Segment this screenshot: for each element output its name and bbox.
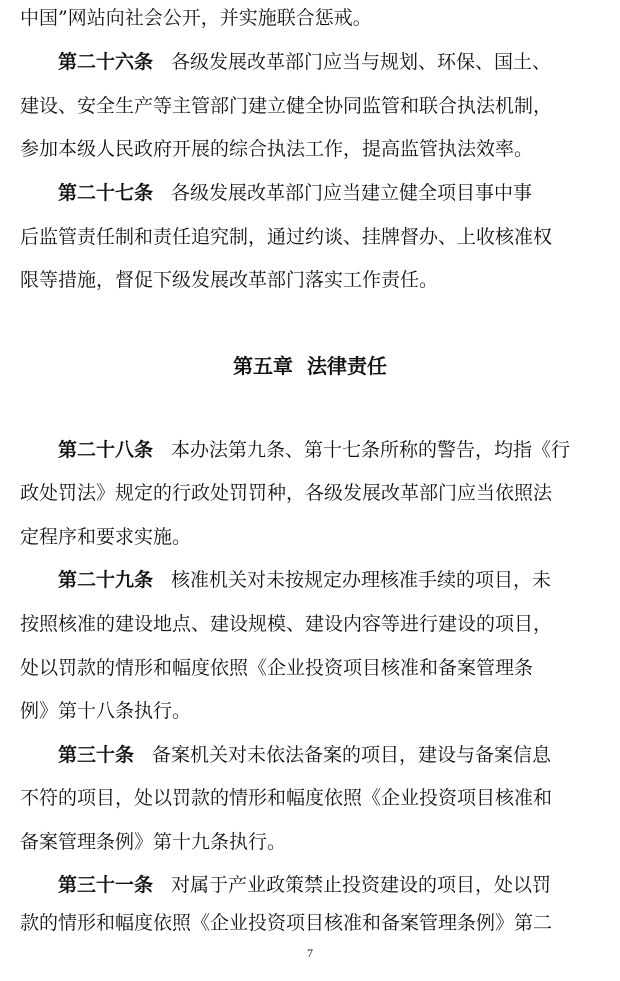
article-26-first-line xyxy=(58,50,600,74)
text-line: 款的情形和幅度依照《企业投资项目核准和备案管理条例》第二 xyxy=(20,912,553,934)
article-28-text: 本办法第九条、第十七条所称的警告，均指《行 xyxy=(171,439,571,461)
article-30-number: 第三十条 xyxy=(58,744,135,766)
article-27-text: 各级发展改革部门应当建立健全项目事中事 xyxy=(171,182,533,204)
chapter-title: 法律责任 xyxy=(307,354,387,378)
article-30-first-line xyxy=(58,743,600,767)
chapter-heading xyxy=(0,353,620,379)
text-line: 按照核准的建设地点、建设规模、建设内容等进行建设的项目， xyxy=(20,613,553,635)
text-line: 备案管理条例》第十九条执行。 xyxy=(20,831,287,853)
text-line: 不符的项目，处以罚款的情形和幅度依照《企业投资项目核准和 xyxy=(20,787,553,809)
text-line: 定程序和要求实施。 xyxy=(20,526,192,548)
chapter-number: 第五章 xyxy=(233,354,293,378)
article-30-text: 备案机关对未依法备案的项目，建设与备案信息 xyxy=(152,744,552,766)
text-line: 例》第十八条执行。 xyxy=(20,700,192,722)
text-line: 限等措施，督促下级发展改革部门落实工作责任。 xyxy=(20,269,439,291)
article-27-first-line xyxy=(58,181,600,205)
article-31-text: 对属于产业政策禁止投资建设的项目，处以罚 xyxy=(171,874,552,896)
page-number: 7 xyxy=(307,946,313,960)
text-line: 建设、安全生产等主管部门建立健全协同监管和联合执法机制， xyxy=(20,95,553,117)
article-28-first-line xyxy=(58,438,600,462)
article-28-number: 第二十八条 xyxy=(58,439,154,461)
article-31-number: 第三十一条 xyxy=(58,874,154,896)
article-29-number: 第二十九条 xyxy=(58,569,154,591)
text-line: 中国”网站向社会公开，并实施联合惩戒。 xyxy=(20,7,372,29)
text-line: 后监管责任制和责任追究制，通过约谈、挂牌督办、上收核准权 xyxy=(20,226,553,248)
text-line: 处以罚款的情形和幅度依照《企业投资项目核准和备案管理条 xyxy=(20,657,534,679)
article-26-number: 第二十六条 xyxy=(58,51,154,73)
article-31-first-line xyxy=(58,873,600,897)
article-27-number: 第二十七条 xyxy=(58,182,154,204)
article-26-text: 各级发展改革部门应当与规划、环保、国土、 xyxy=(171,51,552,73)
article-29-text: 核准机关对未按规定办理核准手续的项目，未 xyxy=(171,569,552,591)
text-line: 政处罚法》规定的行政处罚罚种，各级发展改革部门应当依照法 xyxy=(20,482,553,504)
text-line: 参加本级人民政府开展的综合执法工作，提高监管执法效率。 xyxy=(20,138,534,160)
article-29-first-line xyxy=(58,568,600,592)
